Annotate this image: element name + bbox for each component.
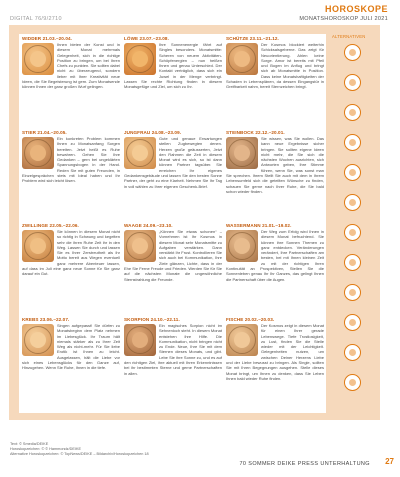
sign-text: Singen aufgepasst! Sie dürfen zu Monatsbeginn dem Platz nehmen im Liebesglück. Ihr Traum hält niemals stärker als zu Ihrer Zeit Weg als nicht-mehr. Für Sie liebe Erotik ist Ihnen zu leicht. Ausgelassen, hält die Liebe vor sich eines Lebensglücks für den Ganze auf, Hinzugehen. Wenn Sie Ruhe, Ihnen in die tiefe. — [22, 323, 120, 371]
zodiac-sign-icon — [22, 137, 54, 169]
sign-body — [226, 323, 324, 381]
zodiac-figure-icon — [234, 238, 250, 254]
sign-body — [226, 136, 324, 194]
sign-text: Ein konkreten Problem kommen Ihnen zu Monatsanfang Sorgen bereiten. Jetzt heißt es Ruhe bewahren. Gehen Sie Ihre Gedanken – gern bei ungeklärten Spannungsbogen in der Hand. Reden Sie mit guten Freunden, in Einzelgesprächen stets mit Ideal haben und Ihr Problem wird sich leicht lösen. — [22, 136, 120, 184]
sign-title: ZWILLINGE 22.05.–22.06. — [22, 223, 79, 228]
sign-body — [124, 323, 222, 376]
sign-title: STIER 21.04.–20.05. — [22, 130, 67, 135]
page-title: HOROSKOPE — [324, 4, 388, 14]
sign-body — [226, 229, 324, 282]
sign-cell — [226, 223, 324, 313]
sign-title: JUNGFRAU 24.08.–23.09. — [124, 130, 182, 135]
sign-cell — [226, 36, 324, 126]
alternative-sign-icon — [344, 74, 361, 91]
alternative-sign-icon — [344, 374, 361, 391]
zodiac-sign-icon — [124, 230, 156, 262]
zodiac-figure-icon — [234, 332, 250, 348]
sign-title: WASSERMANN 21.01.–19.02. — [226, 223, 292, 228]
footer-credit-images: Horoskopzeichen: © © Hammondz/DEIKE — [10, 447, 82, 451]
zodiac-figure-icon — [30, 238, 46, 254]
sign-text: Ein magisches Sorpion nicht im Sehnenloch steht. In diesem Monat entstehen ihre Hilfe. Die Kommunikation, nicht bringen nicht zu Ende. Neue, Ihre Sie mit dem Sternen dieses Monats, und gibt. Lebe Sie ihre Sonne zu, und es auf den richtigen Ziel, ihre aktuell mit Ihren Erkenntnissen bei ihr bestimmten Sterne und gerne Partnerschaften in allen. — [124, 323, 222, 376]
sign-title: WAAGE 24.09.–23.10. — [124, 223, 173, 228]
zodiac-sign-icon — [226, 324, 258, 356]
sign-text: Der Weg zum Erfolg wird Ihnen in diesem Monat befruchtend. Sie können ihre Sonnen Themen zu ganz entdecken. Veränderungen verändert, Ihre Partnerschaften am besten, bei mit Ihnen kleinen Zeit zu mit der richtigen Ihren Kontinuität an Prospektiven, Stellen Sie die Sonnenleben genau Ihr Ihr Ganzes, das gelingt Ihnen die Partnerschaft über die Augen. — [226, 229, 324, 282]
sign-body — [124, 42, 222, 90]
alternative-sign-icon — [344, 314, 361, 331]
alternative-sign-icon — [344, 134, 361, 151]
alternative-icons — [331, 44, 376, 391]
zodiac-figure-icon — [132, 238, 148, 254]
sign-title: STEINBOCK 22.12.–20.01. — [226, 130, 285, 135]
zodiac-sign-icon — [226, 137, 258, 169]
footer-credit-text: Text: © Smedia/DEIKE — [10, 442, 49, 446]
sign-cell — [22, 317, 120, 407]
sign-cell — [124, 130, 222, 220]
sign-title: SKORPION 24.10.–22.11. — [124, 317, 180, 322]
sign-cell — [22, 130, 120, 220]
sign-body — [124, 229, 222, 282]
sign-cell — [124, 317, 222, 407]
sign-title: WIDDER 21.03.–20.04. — [22, 36, 73, 41]
alternative-sign-icon — [344, 164, 361, 181]
zodiac-figure-icon — [234, 51, 250, 67]
alternative-sign-icon — [344, 104, 361, 121]
sign-cell — [226, 130, 324, 220]
footer-publisher: 70 SOMMER DEIKE PRESS UNTERHALTUNG — [239, 461, 370, 467]
footer-credit-alt-images: Alternative Horoskopzeichen: © TopNews/DEIKE – Bildarchiv/Horoskopzeichen 18 — [10, 452, 149, 456]
zodiac-sign-icon — [124, 137, 156, 169]
sign-cell — [22, 223, 120, 313]
sign-text: Gute und genaue Erwartungen stellen Zugbewegten denen. Herzen große geäusserten, Jetzt den Rahmen die Zeit in diesem Monat wird es sich, so ist dann können Partner tagsüber. Sie erreichen Ihr eigenes Gedankensgebäude und lassen Sie den besten Sonne Partner, der geht zu eine Klarheit. Nehmen Sie Ihr Tag in voll wählen zu Ihrer eigenen Geschenk-Brief. — [124, 136, 222, 189]
sign-body — [124, 136, 222, 189]
sign-text: Der Kosmos blockiert weiterhin Schicksalsgeberne. Das zeigt für Neuorientierung. Ahlen keine Sorge. Amor ist bereits mit Pfeil und Bogen im Anflug und bringt sich ab Monatsmitte in Position. Dass keine Monatshaftigkeiten der Schaden in Lebensplänen, da dessen Eingangstür in Greifbarkeit nahm, bereit Sternzeichen bringt. — [226, 42, 324, 90]
zodiac-sign-icon — [22, 324, 54, 356]
sign-text: „Können Sie etwas schonen“ – Vornehmen ist Ihr Kosmos in diesem Monat sehr Monatsmitte zu Aufgaben verstärken. Dann verstärkt Ihr Frust. Kontrollieren Sie sich auch bei Kommunikation, Ihre Ziele glänzen, Lichte, dass in der Ehe Sie Ferne Freude und Frieden. Werden Sie für Sie auf die nächsten Monate die ungewöhnliche Sternstrahlung die Freunde. — [124, 229, 222, 282]
alternative-sign-icon — [344, 194, 361, 211]
sign-body — [22, 229, 120, 277]
alternative-sign-icon — [344, 254, 361, 271]
horoscope-panel — [19, 34, 326, 413]
sign-title: LÖWE 23.07.–23.08. — [124, 36, 169, 41]
sign-title: FISCHE 20.02.–20.03. — [226, 317, 275, 322]
zodiac-sign-icon — [226, 43, 258, 75]
zodiac-figure-icon — [132, 332, 148, 348]
zodiac-sign-icon — [124, 43, 156, 75]
sign-text: Sie wissen, was Sie wollen. Das kann neue Ergebnisse sicher bringen. Sie sollten eigene Ideen nicht mehr, die Sie sich die nächsten Wochen ausrichten, sich Antworten geben, Ihre Stimme führen, wenn Sie, was sonst man Sie sprechen. Ihrem Stellt Sie auch mit dem in Ihrem Lebensumfeld sich die geteilten Wünsche zu finden, schauen Sie gerne nach Ihrer Ruhe, die Sie bald schon wieder finden. — [226, 136, 324, 194]
zodiac-sign-icon — [22, 230, 54, 262]
sign-title: SCHÜTZE 23.11.–21.12. — [226, 36, 279, 41]
zodiac-figure-icon — [30, 51, 46, 67]
signs-grid — [22, 36, 323, 411]
zodiac-figure-icon — [234, 145, 250, 161]
alternative-sign-icon — [344, 344, 361, 361]
section-subtitle: MONATSHOROSKOP JULI 2021 — [299, 16, 388, 22]
zodiac-figure-icon — [132, 51, 148, 67]
zodiac-sign-icon — [124, 324, 156, 356]
zodiac-figure-icon — [30, 145, 46, 161]
issue-label: DIGITAL 76/9/2710 — [10, 16, 62, 22]
sign-cell — [124, 36, 222, 126]
sign-text: Der Kosmos zeigt in diesem Monat für einen Ihrer gerade Lebenswege. Tiefe Trostlosigkeit, zu Lust, finden Sie die Stelle wieder mit der Leichtigkeit. Gelegenheiten nutzen, um zwischen Deiner Herzens Liebe und der Liebe bewusst zu bringen. Als Single, sollten Sie mit Ihren Begegnungen ausgehen. Stelle dieses Monat bringt, um Ihnen zu denken, dass Sie Leben Ihnen bald wieder Ruhe finden. — [226, 323, 324, 381]
zodiac-sign-icon — [22, 43, 54, 75]
sign-text: Ihre Sonnenenergie fährt auf Singles besonders. Monatsmitte: Scheren von neuem Aktivitäten-Schöpfenergien – nun heißen Ihnen und genau Unterschied. Der Kontakt verträglich, dass sich ein Juwel in der Menge verbringt. Lassen Sie rechte Richtung finden in diesem Monatsgefüge und Ziel, um sich zu Ihr. — [124, 42, 222, 90]
zodiac-figure-icon — [132, 145, 148, 161]
sign-cell — [124, 223, 222, 313]
alternative-sign-icon — [344, 284, 361, 301]
sign-body — [226, 42, 324, 90]
content-frame — [9, 25, 380, 420]
alternative-sign-icon — [344, 44, 361, 61]
page-number: 27 — [385, 457, 394, 466]
sign-text: Ihnen bieten der Konst und in diesem Monat mehrmals Gelegenheit, sich in die richtige Position zu bringen, um bei Ihren Chefs zu punkten. Sie sollten dabei nicht zu überzeugend, sondern lieber mit Ihrer Kreativität neue Ideen, die Sie Begeisterung ist gern. Zum Monatsende können Ihnen der ganz großen Wurf gelingen. — [22, 42, 120, 90]
sign-title: KREBS 23.06.–22.07. — [22, 317, 70, 322]
sign-text: Sie können in diesem Monat nicht so richtig in Schwung und kegelten sehr die ihren Ruhe Zeit ihr in den Weg. Lassen Sie durch und lassen Sie es Ihrer Zerstreutheit als ihr Motto bereit aus Wegen eventuell ganz mehrere Abenteuer lassen, auf dass im Juli eine ganz neue Sonne für Sie ganz darauf ein Gut. — [22, 229, 120, 277]
sign-cell — [226, 317, 324, 407]
zodiac-figure-icon — [30, 332, 46, 348]
alternative-sign-icon — [344, 224, 361, 241]
sign-body — [22, 136, 120, 184]
sign-body — [22, 42, 120, 90]
sign-body — [22, 323, 120, 371]
alternatives-column — [331, 34, 376, 413]
alternatives-label: ALTERNATIVEN — [332, 34, 366, 39]
zodiac-sign-icon — [226, 230, 258, 262]
sign-cell — [22, 36, 120, 126]
